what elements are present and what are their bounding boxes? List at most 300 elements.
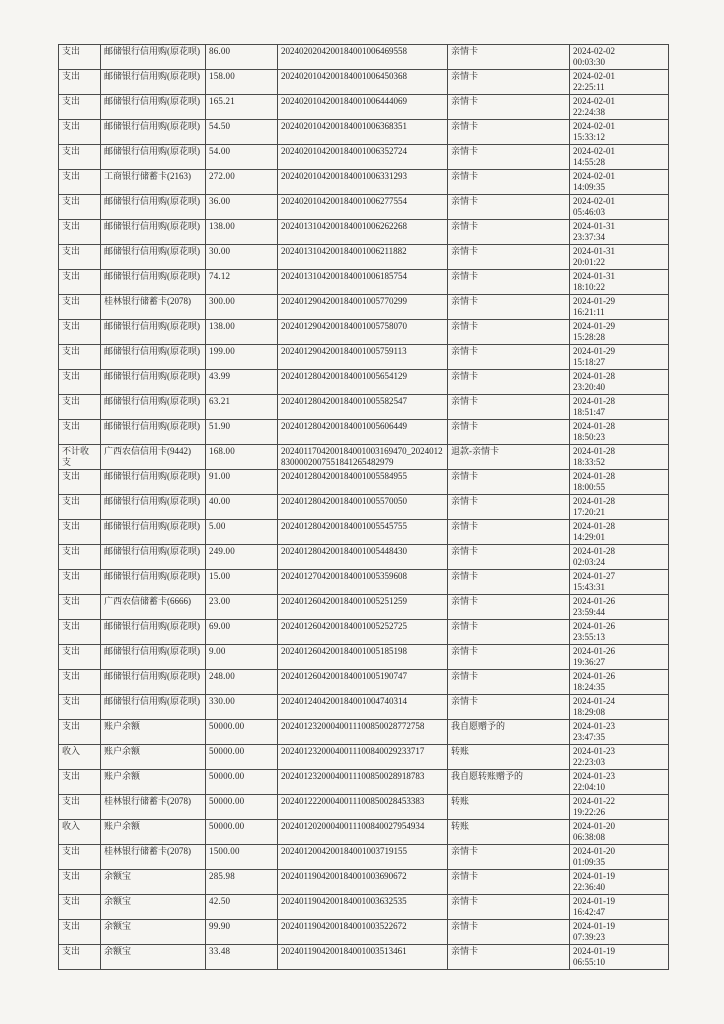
cell-amount: 30.00 (206, 245, 278, 270)
cell-amount: 165.21 (206, 95, 278, 120)
cell-account-name: 广西农信储蓄卡(6666) (101, 595, 206, 620)
cell-date: 2024-02-02 (573, 46, 615, 56)
cell-datetime (570, 45, 669, 70)
cell-inout-type: 支出 (59, 895, 101, 920)
cell-account-name: 邮储银行信用购(原花呗) (101, 670, 206, 695)
cell-account-name: 工商银行储蓄卡(2163) (101, 170, 206, 195)
cell-note: 亲情卡 (448, 895, 570, 920)
cell-inout-type: 支出 (59, 495, 101, 520)
cell-clock: 17:20:21 (573, 506, 606, 517)
cell-date: 2024-01-19 (573, 946, 615, 956)
cell-amount: 300.00 (206, 295, 278, 320)
cell-amount: 50000.00 (206, 745, 278, 770)
cell-datetime (570, 720, 669, 745)
cell-datetime (570, 220, 669, 245)
cell-transaction-number: 2024020104200184001006450368 (278, 70, 448, 95)
cell-amount: 272.00 (206, 170, 278, 195)
cell-inout-type: 支出 (59, 395, 101, 420)
cell-date: 2024-02-01 (573, 171, 615, 181)
transaction-row (59, 495, 669, 520)
cell-date: 2024-01-29 (573, 321, 615, 331)
transaction-row (59, 195, 669, 220)
cell-inout-type: 支出 (59, 370, 101, 395)
cell-date: 2024-01-26 (573, 621, 615, 631)
cell-clock: 06:55:10 (573, 956, 606, 967)
cell-inout-type: 支出 (59, 645, 101, 670)
cell-note: 亲情卡 (448, 945, 570, 970)
cell-datetime (570, 770, 669, 795)
cell-transaction-number: 2024011904200184001003632535 (278, 895, 448, 920)
cell-amount: 36.00 (206, 195, 278, 220)
cell-clock: 19:36:27 (573, 656, 606, 667)
cell-account-name: 邮储银行信用购(原花呗) (101, 70, 206, 95)
cell-clock: 15:43:31 (573, 581, 606, 592)
cell-datetime (570, 345, 669, 370)
cell-date: 2024-01-28 (573, 521, 615, 531)
cell-account-name: 账户余额 (101, 720, 206, 745)
cell-account-name: 邮储银行信用购(原花呗) (101, 395, 206, 420)
cell-note: 亲情卡 (448, 570, 570, 595)
transaction-row (59, 870, 669, 895)
cell-date: 2024-01-29 (573, 296, 615, 306)
transaction-row (59, 895, 669, 920)
cell-account-name: 余额宝 (101, 920, 206, 945)
cell-inout-type: 支出 (59, 345, 101, 370)
cell-inout-type: 支出 (59, 195, 101, 220)
cell-note: 亲情卡 (448, 370, 570, 395)
cell-clock: 22:04:10 (573, 781, 606, 792)
transaction-row (59, 670, 669, 695)
cell-clock: 18:50:23 (573, 431, 606, 442)
cell-transaction-number: 20240123200040011100850028772758 (278, 720, 448, 745)
cell-clock: 06:38:08 (573, 831, 606, 842)
cell-note: 转账 (448, 820, 570, 845)
cell-clock: 15:18:27 (573, 356, 606, 367)
cell-date: 2024-01-28 (573, 446, 615, 456)
cell-amount: 138.00 (206, 220, 278, 245)
cell-account-name: 邮储银行信用购(原花呗) (101, 345, 206, 370)
cell-amount: 40.00 (206, 495, 278, 520)
cell-inout-type: 支出 (59, 145, 101, 170)
cell-note: 亲情卡 (448, 220, 570, 245)
cell-amount: 63.21 (206, 395, 278, 420)
cell-transaction-number: 2024012604200184001005251259 (278, 595, 448, 620)
cell-transaction-number: 2024020104200184001006368351 (278, 120, 448, 145)
cell-datetime (570, 95, 669, 120)
cell-inout-type: 收入 (59, 745, 101, 770)
cell-datetime (570, 270, 669, 295)
cell-transaction-number: 2024020104200184001006331293 (278, 170, 448, 195)
cell-datetime (570, 420, 669, 445)
cell-amount: 74.12 (206, 270, 278, 295)
cell-inout-type: 支出 (59, 170, 101, 195)
cell-amount: 50000.00 (206, 820, 278, 845)
cell-datetime (570, 820, 669, 845)
cell-amount: 138.00 (206, 320, 278, 345)
transaction-row (59, 795, 669, 820)
cell-date: 2024-01-26 (573, 671, 615, 681)
transaction-row (59, 345, 669, 370)
cell-account-name: 邮储银行信用购(原花呗) (101, 120, 206, 145)
cell-transaction-number: 2024012604200184001005190747 (278, 670, 448, 695)
cell-note: 亲情卡 (448, 120, 570, 145)
transaction-row (59, 420, 669, 445)
cell-clock: 16:21:11 (573, 306, 605, 317)
cell-date: 2024-01-28 (573, 371, 615, 381)
cell-note: 亲情卡 (448, 620, 570, 645)
cell-account-name: 邮储银行信用购(原花呗) (101, 95, 206, 120)
transaction-row (59, 270, 669, 295)
cell-datetime (570, 595, 669, 620)
cell-note: 亲情卡 (448, 845, 570, 870)
cell-clock: 23:47:35 (573, 731, 606, 742)
cell-datetime (570, 845, 669, 870)
cell-inout-type: 不计收支 (59, 445, 101, 470)
transaction-row (59, 370, 669, 395)
cell-clock: 22:24:38 (573, 106, 606, 117)
cell-note: 亲情卡 (448, 345, 570, 370)
cell-inout-type: 支出 (59, 545, 101, 570)
transaction-row (59, 395, 669, 420)
cell-clock: 05:46:03 (573, 206, 606, 217)
cell-datetime (570, 645, 669, 670)
cell-amount: 43.99 (206, 370, 278, 395)
transaction-row (59, 920, 669, 945)
cell-transaction-number: 2024020204200184001006469558 (278, 45, 448, 70)
cell-note: 亲情卡 (448, 470, 570, 495)
cell-transaction-number: 2024011904200184001003513461 (278, 945, 448, 970)
cell-account-name: 账户余额 (101, 770, 206, 795)
cell-note: 亲情卡 (448, 320, 570, 345)
cell-date: 2024-01-23 (573, 746, 615, 756)
cell-datetime (570, 395, 669, 420)
cell-datetime (570, 695, 669, 720)
cell-clock: 18:24:35 (573, 681, 606, 692)
cell-date: 2024-02-01 (573, 121, 615, 131)
cell-amount: 23.00 (206, 595, 278, 620)
cell-date: 2024-01-26 (573, 646, 615, 656)
cell-inout-type: 支出 (59, 720, 101, 745)
cell-datetime (570, 620, 669, 645)
cell-account-name: 邮储银行信用购(原花呗) (101, 620, 206, 645)
cell-transaction-number: 2024012804200184001005606449 (278, 420, 448, 445)
cell-inout-type: 支出 (59, 420, 101, 445)
cell-clock: 14:09:35 (573, 181, 606, 192)
cell-amount: 69.00 (206, 620, 278, 645)
cell-date: 2024-01-28 (573, 546, 615, 556)
cell-inout-type: 支出 (59, 670, 101, 695)
cell-inout-type: 支出 (59, 245, 101, 270)
cell-account-name: 邮储银行信用购(原花呗) (101, 220, 206, 245)
cell-date: 2024-02-01 (573, 196, 615, 206)
cell-datetime (570, 895, 669, 920)
cell-amount: 50000.00 (206, 770, 278, 795)
cell-transaction-number: 2024012804200184001005584955 (278, 470, 448, 495)
cell-datetime (570, 295, 669, 320)
cell-amount: 15.00 (206, 570, 278, 595)
cell-datetime (570, 945, 669, 970)
cell-note: 亲情卡 (448, 70, 570, 95)
cell-inout-type: 支出 (59, 595, 101, 620)
cell-amount: 54.50 (206, 120, 278, 145)
cell-note: 亲情卡 (448, 420, 570, 445)
cell-inout-type: 支出 (59, 295, 101, 320)
cell-note: 亲情卡 (448, 45, 570, 70)
cell-transaction-number: 2024013104200184001006185754 (278, 270, 448, 295)
cell-transaction-number: 2024020104200184001006352724 (278, 145, 448, 170)
cell-inout-type: 支出 (59, 95, 101, 120)
cell-clock: 14:55:28 (573, 156, 606, 167)
cell-note: 亲情卡 (448, 595, 570, 620)
cell-inout-type: 支出 (59, 695, 101, 720)
cell-amount: 33.48 (206, 945, 278, 970)
transaction-row (59, 220, 669, 245)
cell-note: 亲情卡 (448, 95, 570, 120)
cell-account-name: 余额宝 (101, 895, 206, 920)
cell-date: 2024-01-28 (573, 471, 615, 481)
cell-date: 2024-01-31 (573, 271, 615, 281)
cell-note: 亲情卡 (448, 695, 570, 720)
transactions-body (59, 45, 669, 970)
transactions-table (58, 44, 669, 970)
cell-date: 2024-01-26 (573, 596, 615, 606)
cell-clock: 14:29:01 (573, 531, 606, 542)
cell-account-name: 邮储银行信用购(原花呗) (101, 695, 206, 720)
cell-datetime (570, 320, 669, 345)
cell-note: 亲情卡 (448, 395, 570, 420)
cell-transaction-number: 2024013104200184001006211882 (278, 245, 448, 270)
cell-date: 2024-01-23 (573, 771, 615, 781)
cell-account-name: 邮储银行信用购(原花呗) (101, 470, 206, 495)
cell-account-name: 邮储银行信用购(原花呗) (101, 520, 206, 545)
cell-clock: 20:01:22 (573, 256, 606, 267)
cell-amount: 50000.00 (206, 795, 278, 820)
cell-transaction-number: 2024012004200184001003719155 (278, 845, 448, 870)
cell-datetime (570, 195, 669, 220)
cell-account-name: 邮储银行信用购(原花呗) (101, 495, 206, 520)
cell-clock: 18:29:08 (573, 706, 606, 717)
cell-inout-type: 支出 (59, 920, 101, 945)
cell-date: 2024-01-19 (573, 871, 615, 881)
cell-date: 2024-01-28 (573, 421, 615, 431)
cell-account-name: 邮储银行信用购(原花呗) (101, 245, 206, 270)
cell-transaction-number: 2024020104200184001006444069 (278, 95, 448, 120)
transaction-row (59, 70, 669, 95)
cell-note: 亲情卡 (448, 670, 570, 695)
cell-account-name: 邮储银行信用购(原花呗) (101, 145, 206, 170)
cell-date: 2024-01-19 (573, 896, 615, 906)
cell-date: 2024-02-01 (573, 71, 615, 81)
cell-account-name: 邮储银行信用购(原花呗) (101, 370, 206, 395)
cell-inout-type: 支出 (59, 520, 101, 545)
cell-transaction-number: 2024011704200184001003169470_20240128300002007551841265482979 (278, 445, 448, 470)
cell-note: 亲情卡 (448, 645, 570, 670)
cell-transaction-number: 2024011904200184001003522672 (278, 920, 448, 945)
cell-date: 2024-01-23 (573, 721, 615, 731)
cell-transaction-number: 2024012804200184001005570050 (278, 495, 448, 520)
cell-datetime (570, 170, 669, 195)
cell-date: 2024-02-01 (573, 96, 615, 106)
cell-transaction-number: 2024012804200184001005545755 (278, 520, 448, 545)
cell-amount: 199.00 (206, 345, 278, 370)
cell-note: 亲情卡 (448, 870, 570, 895)
cell-account-name: 广西农信信用卡(9442) (101, 445, 206, 470)
transaction-row (59, 570, 669, 595)
cell-amount: 168.00 (206, 445, 278, 470)
cell-clock: 18:10:22 (573, 281, 606, 292)
cell-datetime (570, 570, 669, 595)
cell-amount: 285.98 (206, 870, 278, 895)
cell-clock: 18:51:47 (573, 406, 606, 417)
cell-transaction-number: 20240123200040011100840029233717 (278, 745, 448, 770)
cell-transaction-number: 2024012904200184001005759113 (278, 345, 448, 370)
cell-note: 转账 (448, 795, 570, 820)
cell-transaction-number: 20240122200040011100850028453383 (278, 795, 448, 820)
cell-datetime (570, 120, 669, 145)
cell-clock: 23:37:34 (573, 231, 606, 242)
cell-amount: 1500.00 (206, 845, 278, 870)
transaction-row (59, 45, 669, 70)
cell-date: 2024-01-24 (573, 696, 615, 706)
cell-inout-type: 支出 (59, 470, 101, 495)
cell-date: 2024-01-19 (573, 921, 615, 931)
cell-date: 2024-01-20 (573, 846, 615, 856)
cell-inout-type: 支出 (59, 770, 101, 795)
cell-transaction-number: 2024020104200184001006277554 (278, 195, 448, 220)
cell-inout-type: 支出 (59, 120, 101, 145)
cell-transaction-number: 2024012804200184001005654129 (278, 370, 448, 395)
cell-transaction-number: 2024012904200184001005758070 (278, 320, 448, 345)
cell-datetime (570, 370, 669, 395)
cell-clock: 00:03:30 (573, 56, 606, 67)
transaction-row (59, 820, 669, 845)
transaction-row (59, 595, 669, 620)
cell-transaction-number: 2024013104200184001006262268 (278, 220, 448, 245)
cell-account-name: 余额宝 (101, 945, 206, 970)
cell-datetime (570, 920, 669, 945)
cell-note: 我自愿赠予的 (448, 720, 570, 745)
cell-clock: 23:59:44 (573, 606, 606, 617)
cell-note: 亲情卡 (448, 920, 570, 945)
cell-date: 2024-01-20 (573, 821, 615, 831)
cell-datetime (570, 870, 669, 895)
cell-transaction-number: 2024012604200184001005185198 (278, 645, 448, 670)
cell-amount: 9.00 (206, 645, 278, 670)
cell-date: 2024-01-31 (573, 221, 615, 231)
transaction-row (59, 170, 669, 195)
cell-note: 亲情卡 (448, 145, 570, 170)
transaction-row (59, 145, 669, 170)
transaction-row (59, 295, 669, 320)
cell-inout-type: 支出 (59, 795, 101, 820)
cell-clock: 18:00:55 (573, 481, 606, 492)
cell-amount: 54.00 (206, 145, 278, 170)
transaction-row (59, 320, 669, 345)
cell-inout-type: 支出 (59, 870, 101, 895)
cell-datetime (570, 495, 669, 520)
cell-account-name: 邮储银行信用购(原花呗) (101, 420, 206, 445)
cell-transaction-number: 2024011904200184001003690672 (278, 870, 448, 895)
cell-account-name: 邮储银行信用购(原花呗) (101, 45, 206, 70)
transaction-row (59, 945, 669, 970)
cell-account-name: 账户余额 (101, 820, 206, 845)
cell-account-name: 邮储银行信用购(原花呗) (101, 320, 206, 345)
cell-transaction-number: 2024012604200184001005252725 (278, 620, 448, 645)
cell-amount: 158.00 (206, 70, 278, 95)
cell-clock: 22:23:03 (573, 756, 606, 767)
cell-date: 2024-01-29 (573, 346, 615, 356)
cell-datetime (570, 745, 669, 770)
cell-note: 亲情卡 (448, 195, 570, 220)
cell-note: 亲情卡 (448, 545, 570, 570)
cell-date: 2024-01-27 (573, 571, 615, 581)
cell-clock: 16:42:47 (573, 906, 606, 917)
cell-account-name: 邮储银行信用购(原花呗) (101, 570, 206, 595)
cell-clock: 22:36:40 (573, 881, 606, 892)
cell-amount: 51.90 (206, 420, 278, 445)
transaction-row (59, 520, 669, 545)
cell-clock: 15:28:28 (573, 331, 606, 342)
cell-amount: 330.00 (206, 695, 278, 720)
cell-inout-type: 支出 (59, 945, 101, 970)
cell-amount: 42.50 (206, 895, 278, 920)
cell-clock: 22:25:11 (573, 81, 605, 92)
cell-inout-type: 支出 (59, 845, 101, 870)
cell-clock: 07:39:23 (573, 931, 606, 942)
cell-note: 亲情卡 (448, 170, 570, 195)
cell-account-name: 桂林银行储蓄卡(2078) (101, 845, 206, 870)
cell-clock: 19:22:26 (573, 806, 606, 817)
transaction-row (59, 695, 669, 720)
cell-inout-type: 支出 (59, 620, 101, 645)
transaction-row (59, 645, 669, 670)
cell-transaction-number: 2024012704200184001005359608 (278, 570, 448, 595)
transaction-row (59, 845, 669, 870)
cell-note: 退款-亲情卡 (448, 445, 570, 470)
cell-date: 2024-01-28 (573, 496, 615, 506)
cell-note: 我自愿转账赠予的 (448, 770, 570, 795)
cell-clock: 02:03:24 (573, 556, 606, 567)
cell-inout-type: 支出 (59, 70, 101, 95)
cell-datetime (570, 445, 669, 470)
cell-date: 2024-01-28 (573, 396, 615, 406)
cell-note: 亲情卡 (448, 520, 570, 545)
cell-datetime (570, 520, 669, 545)
transaction-row (59, 245, 669, 270)
cell-inout-type: 支出 (59, 220, 101, 245)
transaction-row (59, 720, 669, 745)
cell-clock: 23:20:40 (573, 381, 606, 392)
transaction-row (59, 470, 669, 495)
transaction-row (59, 620, 669, 645)
cell-note: 亲情卡 (448, 270, 570, 295)
cell-note: 亲情卡 (448, 295, 570, 320)
cell-clock: 23:55:13 (573, 631, 606, 642)
cell-amount: 248.00 (206, 670, 278, 695)
cell-amount: 50000.00 (206, 720, 278, 745)
cell-inout-type: 收入 (59, 820, 101, 845)
cell-datetime (570, 145, 669, 170)
cell-datetime (570, 470, 669, 495)
transaction-row (59, 745, 669, 770)
cell-clock: 18:33:52 (573, 456, 606, 467)
cell-amount: 5.00 (206, 520, 278, 545)
cell-datetime (570, 670, 669, 695)
cell-datetime (570, 70, 669, 95)
cell-clock: 01:09:35 (573, 856, 606, 867)
cell-account-name: 邮储银行信用购(原花呗) (101, 270, 206, 295)
cell-account-name: 桂林银行储蓄卡(2078) (101, 795, 206, 820)
